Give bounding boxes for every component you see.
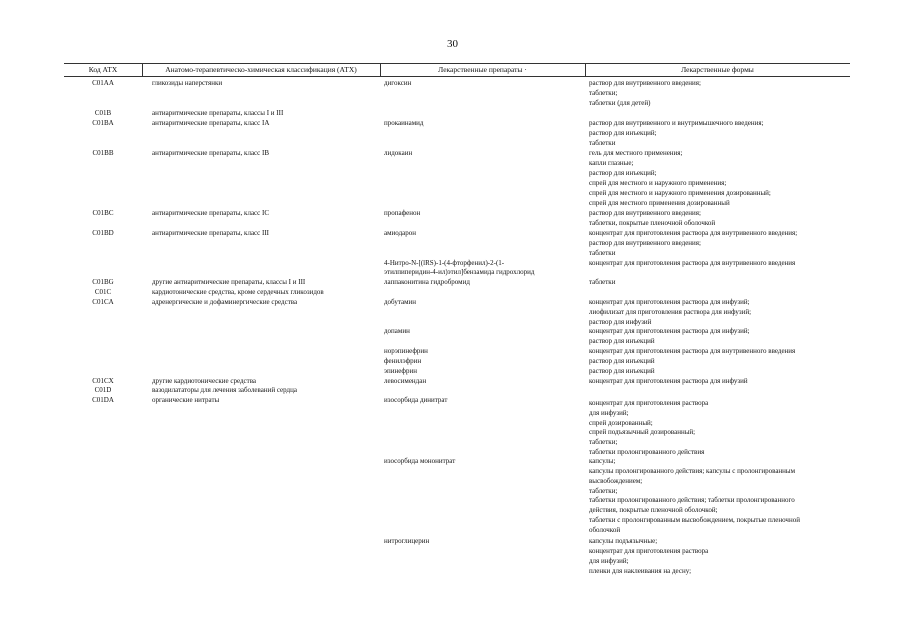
classification-cell: кардиотонические средства, кроме сердечных гликозидов (152, 288, 324, 296)
dosage-form-cell: концентрат для приготовления раствора для инфузий (589, 377, 748, 385)
drug-cell: левосимендан (384, 377, 427, 385)
dosage-form-cell: таблетки (589, 278, 616, 286)
dosage-form-cell: для инфузий; (589, 409, 629, 417)
drug-cell: нитроглицерин (384, 537, 430, 545)
dosage-form-cell: спрей дозированный; (589, 419, 653, 427)
drug-cell: пропафенон (384, 209, 421, 217)
atc-code-cell: C01BG (92, 278, 114, 286)
classification-cell: антиаритмические препараты, класс III (152, 229, 270, 237)
classification-cell: гликозиды наперстянки (152, 79, 223, 87)
atc-code-cell: C01DA (92, 396, 114, 404)
dosage-form-cell: для инфузий; (589, 557, 629, 565)
dosage-form-cell: концентрат для приготовления раствора (589, 399, 709, 407)
header-drugs: Лекарственные препараты · (438, 65, 527, 74)
dosage-form-cell: концентрат для приготовления раствора для внутривенного введения (589, 259, 796, 267)
dosage-form-cell: раствор для внутривенного введения; (589, 209, 701, 217)
drug-cell: прокаинамид (384, 119, 424, 127)
dosage-form-cell: капли глазные; (589, 159, 634, 167)
table-header-top-rule (64, 63, 850, 64)
table-header-bottom-rule (64, 76, 850, 77)
dosage-form-cell: концентрат для приготовления раствора для инфузий; (589, 327, 750, 335)
dosage-form-cell: таблетки пролонгированного действия; таблетки пролонгированного (589, 496, 795, 504)
dosage-form-cell: капсулы пролонгированного действия; капсулы с пролонгированным (589, 467, 796, 475)
dosage-form-cell: таблетки (для детей) (589, 99, 651, 107)
dosage-form-cell: спрей для местного и наружного применения; (589, 179, 727, 187)
drug-cell: изосорбида динитрат (384, 396, 448, 404)
dosage-form-cell: таблетки; (589, 89, 618, 97)
dosage-form-cell: действия, покрытые пленочной оболочкой; (589, 506, 718, 514)
dosage-form-cell: гель для местного применения; (589, 149, 683, 157)
dosage-form-cell: раствор для инъекций (589, 367, 655, 375)
dosage-form-cell: раствор для внутривенного введения; (589, 239, 701, 247)
dosage-form-cell: таблетки; (589, 438, 618, 446)
dosage-form-cell: раствор для инъекций (589, 357, 655, 365)
drug-cell: фенилэфрин (384, 357, 422, 365)
dosage-form-cell: пленки для наклеивания на десну; (589, 567, 692, 575)
dosage-form-cell: таблетки (589, 249, 616, 257)
drug-cell: лидокаин (384, 149, 413, 157)
atc-code-cell: C01BC (92, 209, 114, 217)
dosage-form-cell: концентрат для приготовления раствора для инфузий; (589, 298, 750, 306)
dosage-form-cell: раствор для внутривенного и внутримышечного введения; (589, 119, 764, 127)
dosage-form-cell: спрей подъязычный дозированный; (589, 428, 696, 436)
drug-cell: лаппаконитина гидробромид (384, 278, 470, 286)
dosage-form-cell: таблетки пролонгированного действия (589, 448, 705, 456)
dosage-form-cell: раствор для инфузий (589, 318, 652, 326)
atc-code-cell: C01C (94, 288, 112, 296)
classification-cell: вазодилататоры для лечения заболеваний сердца (152, 386, 297, 394)
dosage-form-cell: спрей для местного применения дозированный (589, 199, 730, 207)
atc-code-cell: C01B (94, 109, 112, 117)
classification-cell: антиаритмические препараты, классы I и III (152, 109, 284, 117)
atc-code-cell: C01AA (92, 79, 114, 87)
classification-cell: антиаритмические препараты, класс IC (152, 209, 270, 217)
dosage-form-cell: концентрат для приготовления раствора для внутривенного введения; (589, 229, 798, 237)
dosage-form-cell: оболочкой (589, 526, 621, 534)
drug-cell: норэпинефрин (384, 347, 428, 355)
atc-code-cell: C01CA (92, 298, 114, 306)
dosage-form-cell: таблетки с пролонгированным высвобождением, покрытые пленочной (589, 516, 800, 524)
dosage-form-cell: концентрат для приготовления раствора (589, 547, 709, 555)
atc-code-cell: C01BA (92, 119, 114, 127)
classification-cell: другие кардиотонические средства (152, 377, 257, 385)
classification-cell: адренергические и дофаминергические средства (152, 298, 298, 306)
atc-code-cell: C01BD (92, 229, 114, 237)
header-forms: Лекарственные формы (681, 65, 754, 74)
dosage-form-cell: раствор для инъекций; (589, 169, 657, 177)
dosage-form-cell: концентрат для приготовления раствора для внутривенного введения (589, 347, 796, 355)
dosage-form-cell: таблетки, покрытые пленочной оболочкой (589, 219, 716, 227)
header-classification: Анатомо-терапевтическо-химическая классификация (АТХ) (165, 65, 357, 74)
drug-cell: дигоксин (384, 79, 412, 87)
dosage-form-cell: лиофилизат для приготовления раствора для инфузий; (589, 308, 752, 316)
classification-cell: другие антиаритмические препараты, классы I и III (152, 278, 306, 286)
classification-cell: органические нитраты (152, 396, 220, 404)
header-code: Код АТХ (88, 65, 118, 74)
page-number: 30 (447, 38, 458, 50)
atc-code-cell: C01D (94, 386, 112, 394)
drug-cell: этилпиперидин-4-ил)этил]бензамида гидрохлорид (384, 268, 535, 276)
drug-cell: амиодарон (384, 229, 416, 237)
dosage-form-cell: капсулы; (589, 457, 616, 465)
dosage-form-cell: раствор для внутривенного введения; (589, 79, 701, 87)
drug-cell: добутамин (384, 298, 417, 306)
classification-cell: антиаритмические препараты, класс IA (152, 119, 270, 127)
dosage-form-cell: раствор для инъекций (589, 337, 655, 345)
dosage-form-cell: таблетки (589, 139, 616, 147)
drug-cell: допамин (384, 327, 410, 335)
dosage-form-cell: капсулы подъязычные; (589, 537, 658, 545)
classification-cell: антиаритмические препараты, класс IB (152, 149, 270, 157)
drug-cell: изосорбида мононитрат (384, 457, 456, 465)
dosage-form-cell: таблетки; (589, 487, 618, 495)
dosage-form-cell: высвобождением; (589, 477, 643, 485)
drug-cell: эпинефрин (384, 367, 417, 375)
drug-cell: 4-Нитро-N-[(lRS)-1-(4-фторфенил)-2-(1- (384, 259, 505, 267)
atc-code-cell: C01CX (92, 377, 114, 385)
atc-code-cell: C01BB (92, 149, 114, 157)
dosage-form-cell: раствор для инъекций; (589, 129, 657, 137)
dosage-form-cell: спрей для местного и наружного применения дозированный; (589, 189, 771, 197)
